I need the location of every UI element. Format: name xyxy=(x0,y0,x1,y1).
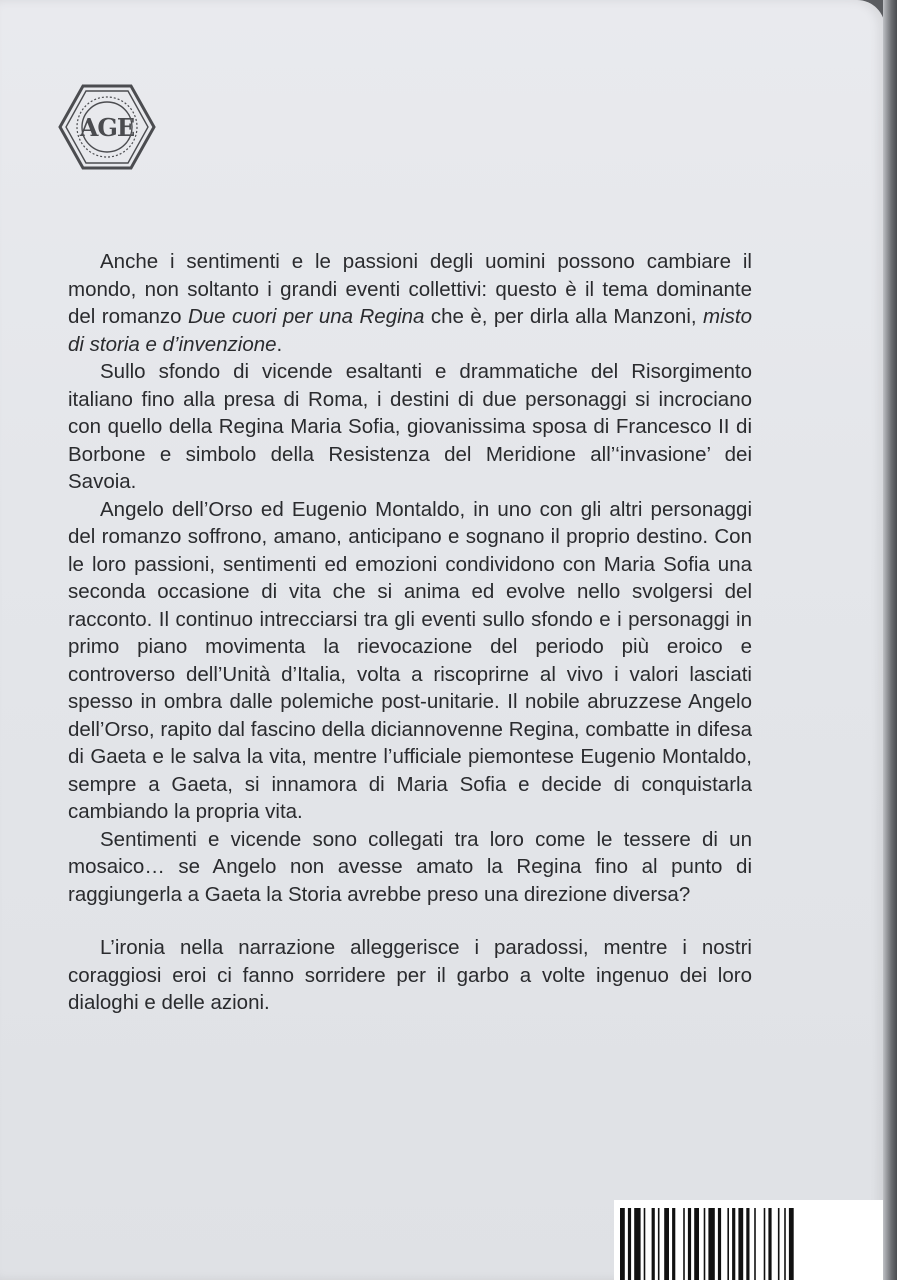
logo-lettering: AGE xyxy=(79,113,135,142)
paragraph-3: Angelo dell’Orso ed Eugenio Montaldo, in uno con gli altri personaggi del romanzo soffrono, amano, anticipano e sognano il proprio destino. Con le loro passioni, sentimenti ed emozioni condividono con Maria Sofia una seconda occasione di vita che si anima ed evolve nello svolgersi del racconto. Il continuo intrecciarsi tra gli eventi sullo sfondo e i personaggi in primo piano movimenta la rievocazione del periodo più eroico e controverso dell’Unità d’Italia, volta a riscoprirne al vivo i valori lasciati spesso in ombra dalle polemiche post-unitarie. Il nobile abruzzese Angelo dell’Orso, rapito dal fascino della diciannovenne Regina, combatte in difesa di Gaeta e le salva la vita, mentre l’ufficiale piemontese Eugenio Montaldo, sempre a Gaeta, si innamora di Maria Sofia e decide di conquistarla cambiando la propria vita. xyxy=(68,497,752,823)
paragraph-2: Sullo sfondo di vicende esaltanti e drammatiche del Risorgimento italiano fino alla presa di Roma, i destini di due personaggi si incrociano con quello della Regina Maria Sofia, giovanissima sposa di Francesco II di Borbone e simbolo della Resistenza del Meridione all’‘invasione’ dei Savoia. xyxy=(68,360,752,493)
barcode-icon xyxy=(614,1200,894,1280)
paragraph-4: Sentimenti e vicende sono collegati tra loro come le tessere di un mosaico… se Angelo non avesse amato la Regina fino al punto di raggiungerla a Gaeta la Storia avrebbe preso una direzione diversa? xyxy=(68,827,752,906)
paragraph-1: Anche i sentimenti e le passioni degli uomini possono cambiare il mondo, non soltanto i grandi eventi collettivi: questo è il tema dominante del romanzo Due cuori per una Regina che è, per dirla alla Manzoni, misto di storia e d’invenzione. xyxy=(68,250,752,356)
manzoni-quote: misto di storia e d’invenzione xyxy=(68,305,752,356)
paragraph-5: L’ironia nella narrazione alleggerisce i paradossi, mentre i nostri coraggiosi eroi ci fanno sorridere per il garbo a volte ingenuo dei loro dialoghi e delle azioni. xyxy=(68,936,752,1014)
book-title: Due cuori per una Regina xyxy=(187,305,425,328)
age-publisher-logo xyxy=(58,84,156,170)
blurb-text xyxy=(68,248,752,1017)
cover-edge xyxy=(883,0,897,1280)
